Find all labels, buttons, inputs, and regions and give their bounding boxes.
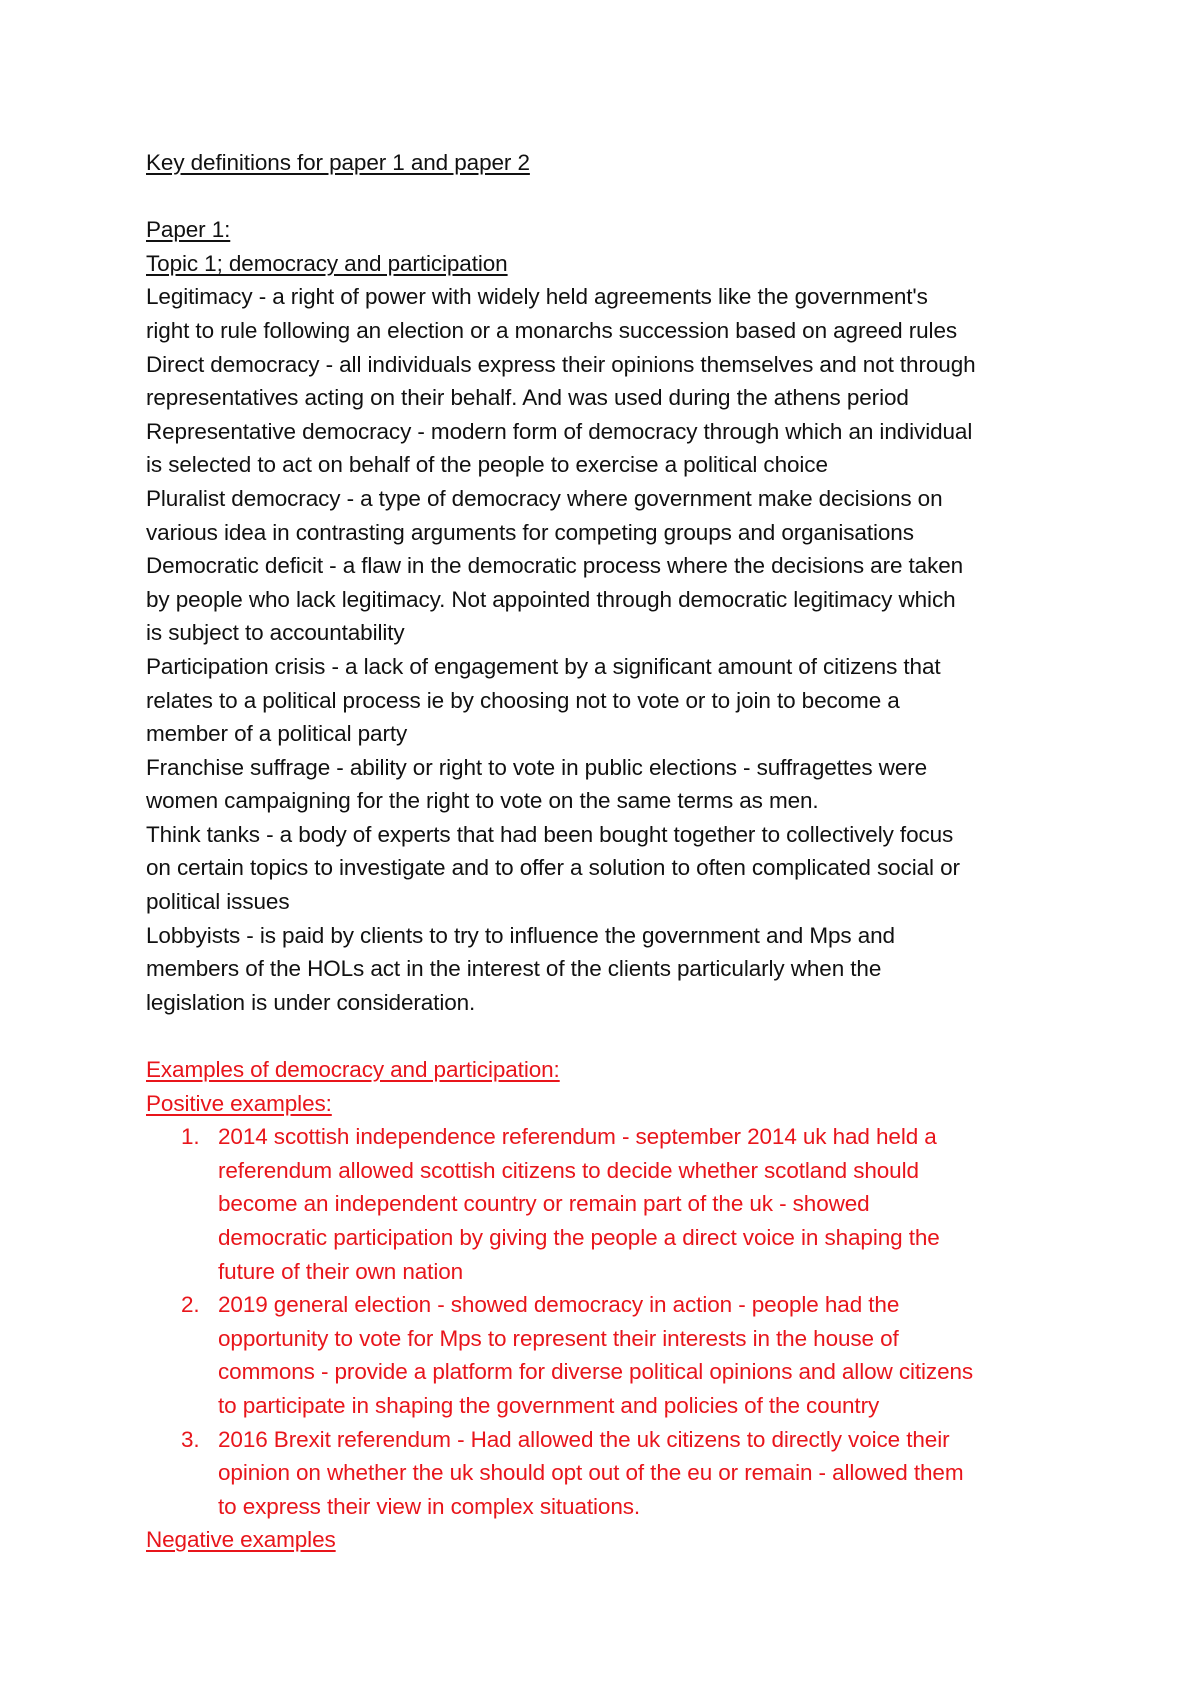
definition-line: right to rule following an election or a monarchs succession based on agreed rules — [146, 317, 958, 343]
blank-line — [146, 180, 1086, 214]
document-title: Key definitions for paper 1 and paper 2 — [146, 150, 530, 175]
example-line: democratic participation by giving the people a direct voice in shaping the — [218, 1225, 940, 1250]
definition-line: by people who lack legitimacy. Not appointed through democratic legitimacy which — [146, 586, 956, 612]
example-line: commons - provide a platform for diverse political opinions and allow citizens — [218, 1359, 974, 1385]
definition-line: women campaigning for the right to vote on the same terms as men. — [146, 788, 819, 814]
definition-line: Democratic deficit - a flaw in the democratic process where the decisions are taken — [146, 553, 964, 579]
positive-example-item — [146, 1120, 1086, 1288]
definition-line: various idea in contrasting arguments for competing groups and organisations — [146, 519, 914, 545]
definition-line: representatives acting on their behalf. And was used during the athens period — [146, 385, 909, 411]
example-line: referendum allowed scottish citizens to decide whether scotland should — [218, 1157, 919, 1183]
definition-line: Participation crisis - a lack of engagement by a significant amount of citizens that — [146, 653, 941, 679]
definition-line: Pluralist democracy - a type of democracy where government make decisions on — [146, 485, 943, 511]
example-line: become an independent country or remain part of the uk - showed — [218, 1191, 870, 1217]
positive-example-item — [146, 1423, 1086, 1524]
blank-line — [146, 1019, 1086, 1053]
definition-line: Lobbyists - is paid by clients to try to influence the government and Mps and — [146, 922, 895, 948]
definition-line: Franchise suffrage - ability or right to vote in public elections - suffragettes were — [146, 754, 928, 780]
example-line: to express their view in complex situations. — [218, 1493, 641, 1519]
definition-line: member of a political party — [146, 721, 408, 747]
example-line: 2016 Brexit referendum - Had allowed the uk citizens to directly voice their — [218, 1426, 950, 1452]
positive-examples-list — [146, 1120, 1086, 1523]
definition-line: Direct democracy - all individuals express their opinions themselves and not through — [146, 351, 976, 377]
list-number: 1. — [181, 1124, 200, 1150]
example-line: future of their own nation — [218, 1258, 464, 1284]
example-line: 2019 general election - showed democracy in action - people had the — [218, 1292, 900, 1318]
definition-line: Legitimacy - a right of power with widely held agreements like the government's — [146, 284, 928, 310]
example-line: 2014 scottish independence referendum - september 2014 uk had held a — [218, 1124, 937, 1150]
definition-line: on certain topics to investigate and to offer a solution to often complicated social or — [146, 855, 960, 881]
topic-heading: Topic 1; democracy and participation — [146, 250, 508, 276]
document-page — [146, 146, 1086, 1557]
list-number: 2. — [181, 1292, 200, 1318]
example-line: to participate in shaping the government and policies of the country — [218, 1392, 880, 1418]
negative-examples-heading: Negative examples — [146, 1527, 336, 1553]
positive-examples-heading: Positive examples: — [146, 1090, 332, 1116]
definition-line: is subject to accountability — [146, 620, 405, 646]
definition-line: is selected to act on behalf of the people to exercise a political choice — [146, 452, 828, 478]
definition-line: political issues — [146, 889, 290, 915]
definition-line: Representative democracy - modern form of democracy through which an individual — [146, 418, 973, 444]
definition-line: legislation is under consideration. — [146, 989, 476, 1015]
definition-line: relates to a political process ie by choosing not to vote or to join to become a — [146, 687, 900, 713]
example-line: opinion on whether the uk should opt out of the eu or remain - allowed them — [218, 1460, 964, 1486]
paper-heading: Paper 1: — [146, 217, 231, 243]
positive-example-item — [146, 1288, 1086, 1422]
examples-heading: Examples of democracy and participation: — [146, 1057, 560, 1083]
example-line: opportunity to vote for Mps to represent their interests in the house of — [218, 1325, 899, 1351]
definitions-block — [146, 280, 1086, 1019]
definition-line: members of the HOLs act in the interest of the clients particularly when the — [146, 956, 882, 982]
definition-line: Think tanks - a body of experts that had been bought together to collectively focus — [146, 821, 954, 847]
list-number: 3. — [181, 1426, 200, 1452]
